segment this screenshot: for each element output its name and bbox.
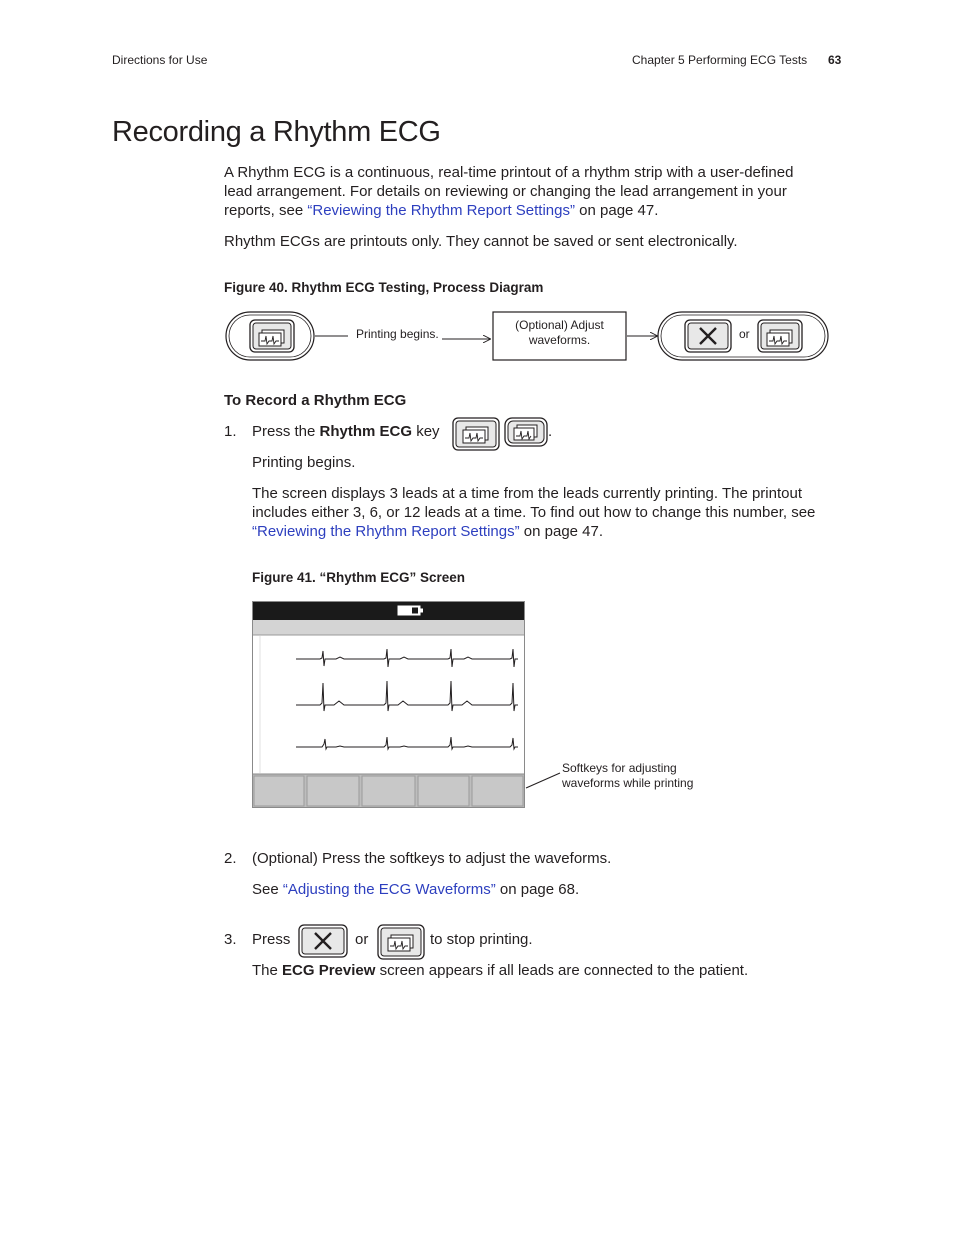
intro-paragraph-1: A Rhythm ECG is a continuous, real-time printout of a rhythm strip with a user-defined lead arrangement. For details on reviewing or changing the lead arrangement in your reports, see “Reviewing the Rhythm Report Settings” on page 47. xyxy=(224,164,794,219)
page-title: Recording a Rhythm ECG xyxy=(112,116,441,148)
softkey-4[interactable] xyxy=(418,776,469,806)
intro-paragraph-2: Rhythm ECGs are printouts only. They cannot be saved or sent electronically. xyxy=(224,233,738,250)
callout-leader-line xyxy=(524,770,564,792)
process-step-printing-begins: Printing begins. xyxy=(356,327,439,341)
step-2-number: 2. xyxy=(224,850,237,867)
softkeys-callout: Softkeys for adjusting waveforms while printing xyxy=(562,761,694,790)
softkey-bar xyxy=(253,774,524,807)
process-step-adjust: (Optional) Adjust waveforms. xyxy=(515,318,604,347)
figure-40-caption: Figure 40. Rhythm ECG Testing, Process Diagram xyxy=(224,280,544,295)
stop-x-key-icon xyxy=(298,924,348,958)
softkey-1[interactable] xyxy=(254,776,304,806)
rhythm-ecg-screen xyxy=(252,601,526,809)
step-1-text: Press the Rhythm ECG key xyxy=(252,423,440,440)
battery-icon xyxy=(398,606,423,615)
running-header-chapter: Chapter 5 Performing ECG Tests xyxy=(632,53,808,67)
step-1-period: . xyxy=(548,423,553,440)
rhythm-ecg-key-icon xyxy=(250,320,294,352)
screen-title-strip xyxy=(253,620,524,635)
link-reviewing-rhythm-report-settings[interactable]: “Reviewing the Rhythm Report Settings” xyxy=(307,202,575,219)
step-3-number: 3. xyxy=(224,931,237,948)
step-2-see: See “Adjusting the ECG Waveforms” on page 68. xyxy=(252,881,580,898)
step-1-number: 1. xyxy=(224,423,237,440)
screen-status-bar xyxy=(253,602,524,620)
softkey-2[interactable] xyxy=(307,776,359,806)
step-3-press: Press xyxy=(252,931,291,948)
step-3-post: to stop printing. xyxy=(430,931,533,948)
rhythm-ecg-key-icon xyxy=(452,417,500,451)
rhythm-ecg-key-icon xyxy=(758,320,802,352)
softkey-3[interactable] xyxy=(362,776,415,806)
step-2-text: (Optional) Press the softkeys to adjust the waveforms. xyxy=(252,850,612,867)
page-number: 63 xyxy=(828,53,842,67)
step-1-detail: The screen displays 3 leads at a time from the leads currently printing. The printout includes either 3, 6, or 12 leads at a time. To find out how to change this number, see “Reviewing the Rhythm Report Settings” on page 47. xyxy=(252,485,816,540)
stop-x-key-icon xyxy=(685,320,731,352)
rhythm-ecg-key-icon xyxy=(377,924,425,960)
link-adjusting-ecg-waveforms[interactable]: “Adjusting the ECG Waveforms” xyxy=(282,881,496,898)
procedure-heading: To Record a Rhythm ECG xyxy=(224,392,407,409)
softkey-5[interactable] xyxy=(472,776,523,806)
step-3-result: The ECG Preview screen appears if all leads are connected to the patient. xyxy=(252,962,749,979)
step-3-or: or xyxy=(355,931,369,948)
link-reviewing-rhythm-report-settings[interactable]: “Reviewing the Rhythm Report Settings” xyxy=(252,523,520,540)
figure-41-caption: Figure 41. “Rhythm ECG” Screen xyxy=(252,570,466,585)
process-or-label: or xyxy=(739,327,750,341)
step-1-result: Printing begins. xyxy=(252,454,356,471)
start-oval xyxy=(226,312,314,360)
rhythm-ecg-key-icon xyxy=(504,417,548,447)
running-header-left: Directions for Use xyxy=(112,53,208,67)
